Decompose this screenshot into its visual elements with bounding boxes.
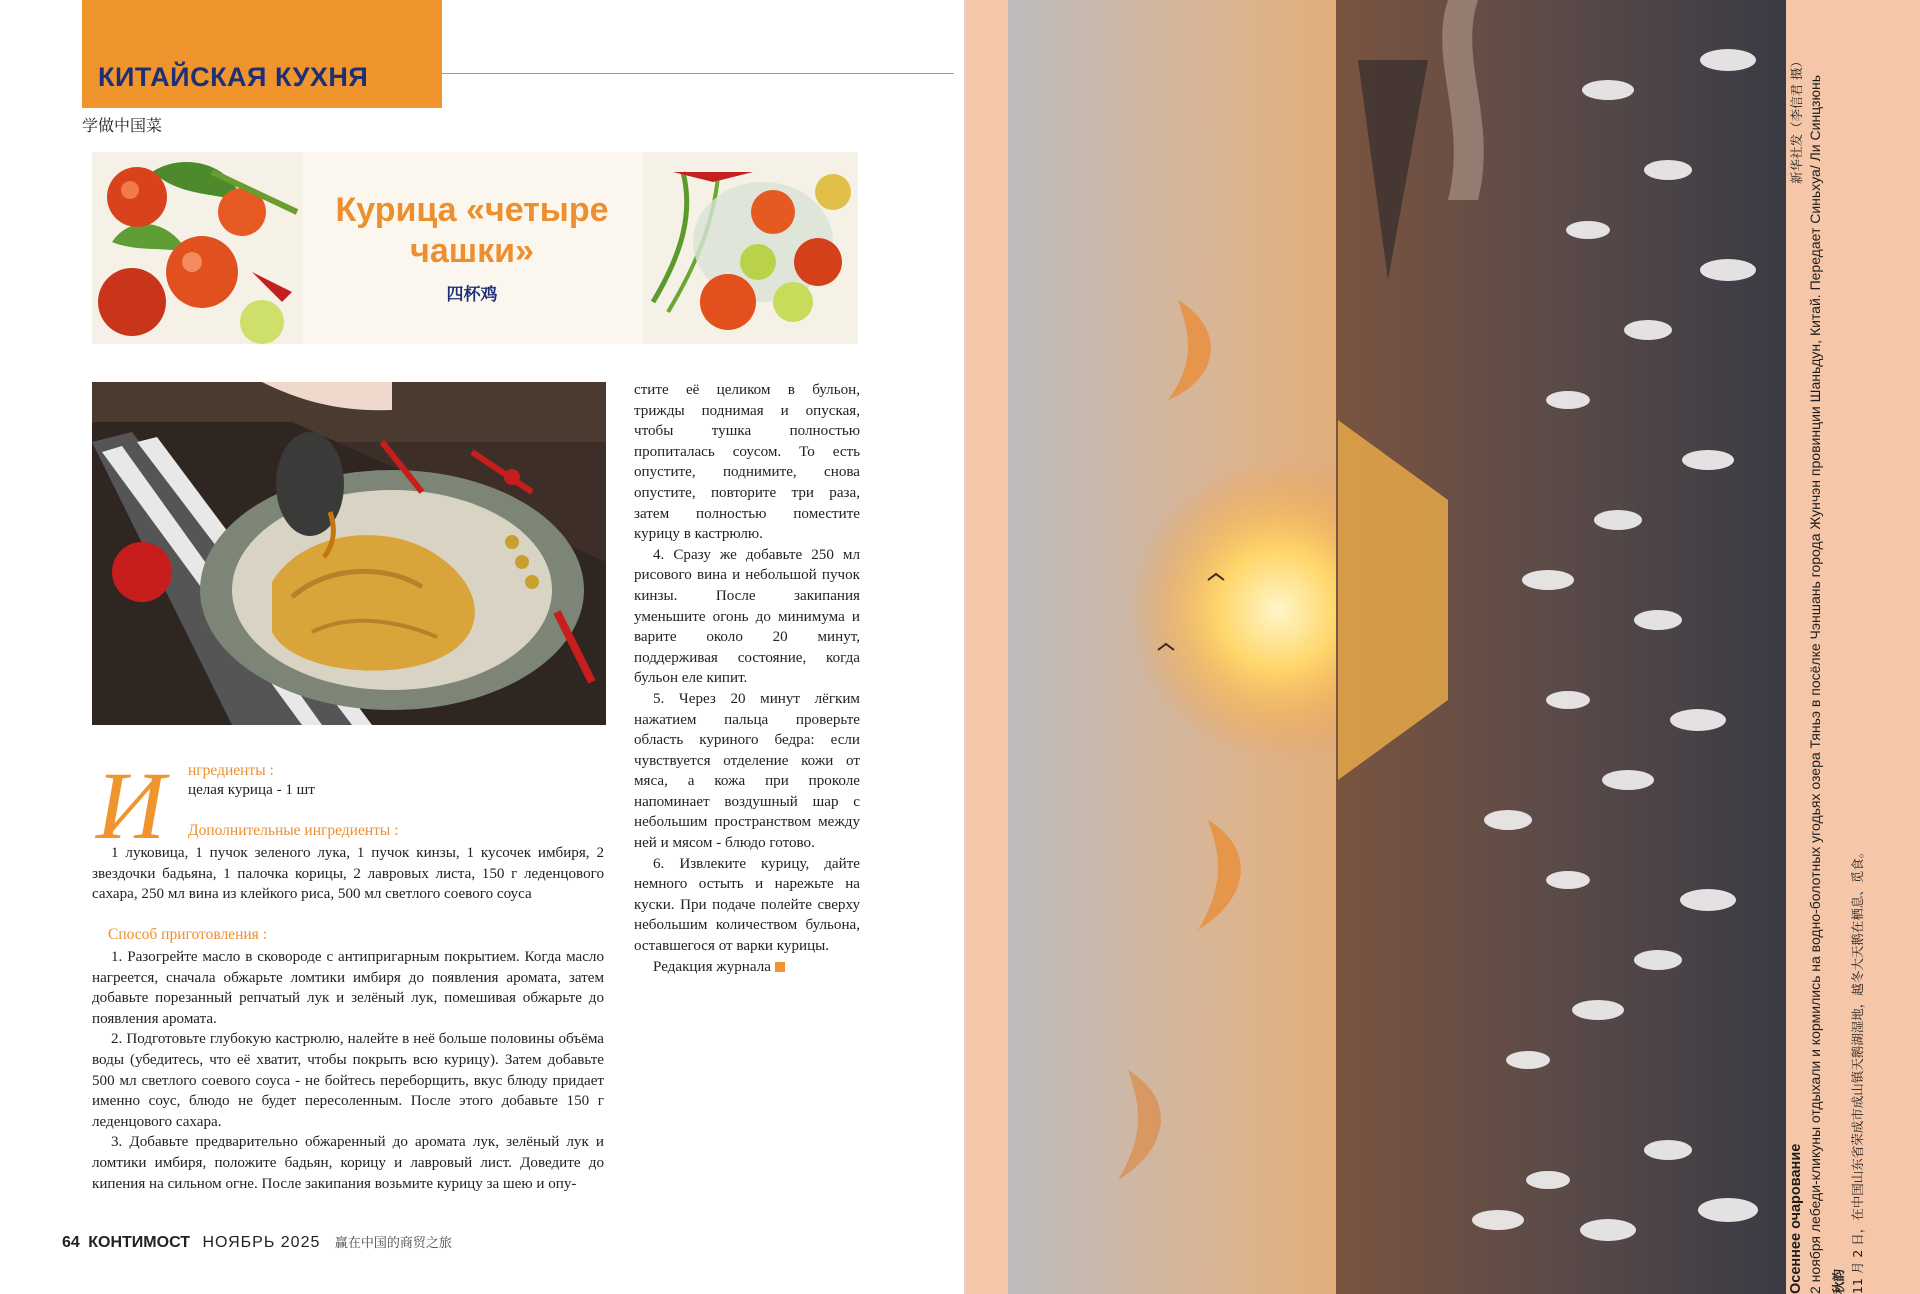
ingredients-item: целая курица - 1 шт [188,782,315,798]
recipe-title-cn: 四杯鸡 [446,285,498,305]
caption-text-cn: 11 月 2 日，在中国山东省荣成市成山镇天鹅湖湿地，越冬大天鹅在栖息、觅食。 [1850,845,1865,1294]
vegetables-left-illustration [92,152,302,344]
issue-date: НОЯБРЬ 2025 [202,1234,321,1251]
magazine-slogan: 赢在中国的商贸之旅 [334,1236,452,1251]
byline [634,957,860,978]
recipe-column-right [634,380,860,977]
caption-credit-cn: 新华社发（李信君 摄） [1789,55,1804,184]
ingredients-heading: нгредиенты : [188,762,274,779]
drop-cap: И [96,752,166,859]
magazine-name: КОНТИМОСТ [88,1234,190,1251]
step-4: 4. Сразу же добавьте 250 мл рисового вина и небольшой пучок кинзы. После закипания уменьшите огонь до минимума и варите около 20 минут, поддерживая состояние, когда бульон еле кипит. [634,546,860,687]
vegetables-right-illustration [643,152,858,344]
step-3-continuation: стите её целиком в бульон, трижды поднимая и опуская, чтобы тушка полностью пропиталась соусом. То есть опустите, поднимите, снова опустите, повторите три раза, затем полностью поместите курицу в кастрюлю. [634,382,860,543]
photo-caption [1787,0,1907,1294]
step-6: 6. Извлеките курицу, дайте немного остыть и нарежьте на куски. При подаче полейте сверху небольшим количеством бульона, оставшегося от варки курицы. [634,855,860,955]
extra-ingredients-heading: Дополнительные ингредиенты : [188,822,399,839]
caption-label-cn: 秋韵 [1831,1268,1846,1294]
chicken-dish-photo [92,382,606,725]
step-1: 1. Разогрейте масло в сковороде с антипригарным покрытием. Когда масло нагреется, сначала обжарьте ломтики имбиря до появления аромата, затем добавьте порезанный репчатый лук и зелёный лук, помешивая обжарьте до появления аромата. [92,949,604,1027]
recipe-title: Курица «четыре чашки» [335,191,609,270]
page-footer [62,1232,452,1252]
section-title: КИТАЙСКАЯ КУХНЯ [98,62,369,92]
end-mark-icon [775,962,785,972]
caption-title: Осеннее очарование [1788,1143,1804,1294]
caption-text-ru: 2 ноября лебеди-кликуны отдыхали и кормились на водно-болотных угодьях озера Тяньэ в посёлке Чэншань города Жунчэн провинции Шаньдун, Китай. Передает Синьхуа/ Ли Синцзюнь [1807,75,1823,1294]
section-subtitle: 学做中国菜 [82,116,163,135]
extra-ingredients-block [92,843,604,905]
method-heading: Способ приготовления : [108,926,267,943]
photo-caption-rotated [1787,55,1907,1294]
step-5: 5. Через 20 минут лёгким нажатием пальца проверьте область куриного бедра: если чувствуется отделение кожи от мяса, а кожа при проколе напоминает воздушный шар с небольшим пространством между ней и мясом - блюдо готово. [634,690,860,852]
page-number: 64 [62,1234,80,1251]
recipe-hero-banner [92,152,858,344]
byline-text: Редакция журнала [653,958,771,975]
swans-sunset-photo [1008,0,1786,1294]
method-steps-left [92,947,604,1194]
section-rule [442,73,954,74]
extra-ingredients-text: 1 луковица, 1 пучок зеленого лука, 1 пучок кинзы, 1 кусочек имбиря, 2 звездочки бадьяна, 1 палочка корицы, 2 лавровых листа, 150 г леденцового сахара, 250 мл вина из клейкого риса, 500 мл светлого соевого соуса [92,845,604,903]
page-divider [964,0,966,1294]
step-2: 2. Подготовьте глубокую кастрюлю, налейте в неё больше половины объёма воды (убедитесь, что её хватит, чтобы покрыть всю курицу). Затем добавьте 500 мл светлого соевого соуса - не бойтесь переборщить, вкус блюду придает именно соус, блюдо не будет пересоленным. После этого добавьте 150 г леденцового сахара. [92,1031,604,1130]
step-3: 3. Добавьте предварительно обжаренный до аромата лук, зелёный лук и ломтики имбиря, положите бадьян, корицу и лавровый лист. Доведите до кипения на сильном огне. После закипания возьмите курицу за шею и опу- [92,1134,604,1192]
